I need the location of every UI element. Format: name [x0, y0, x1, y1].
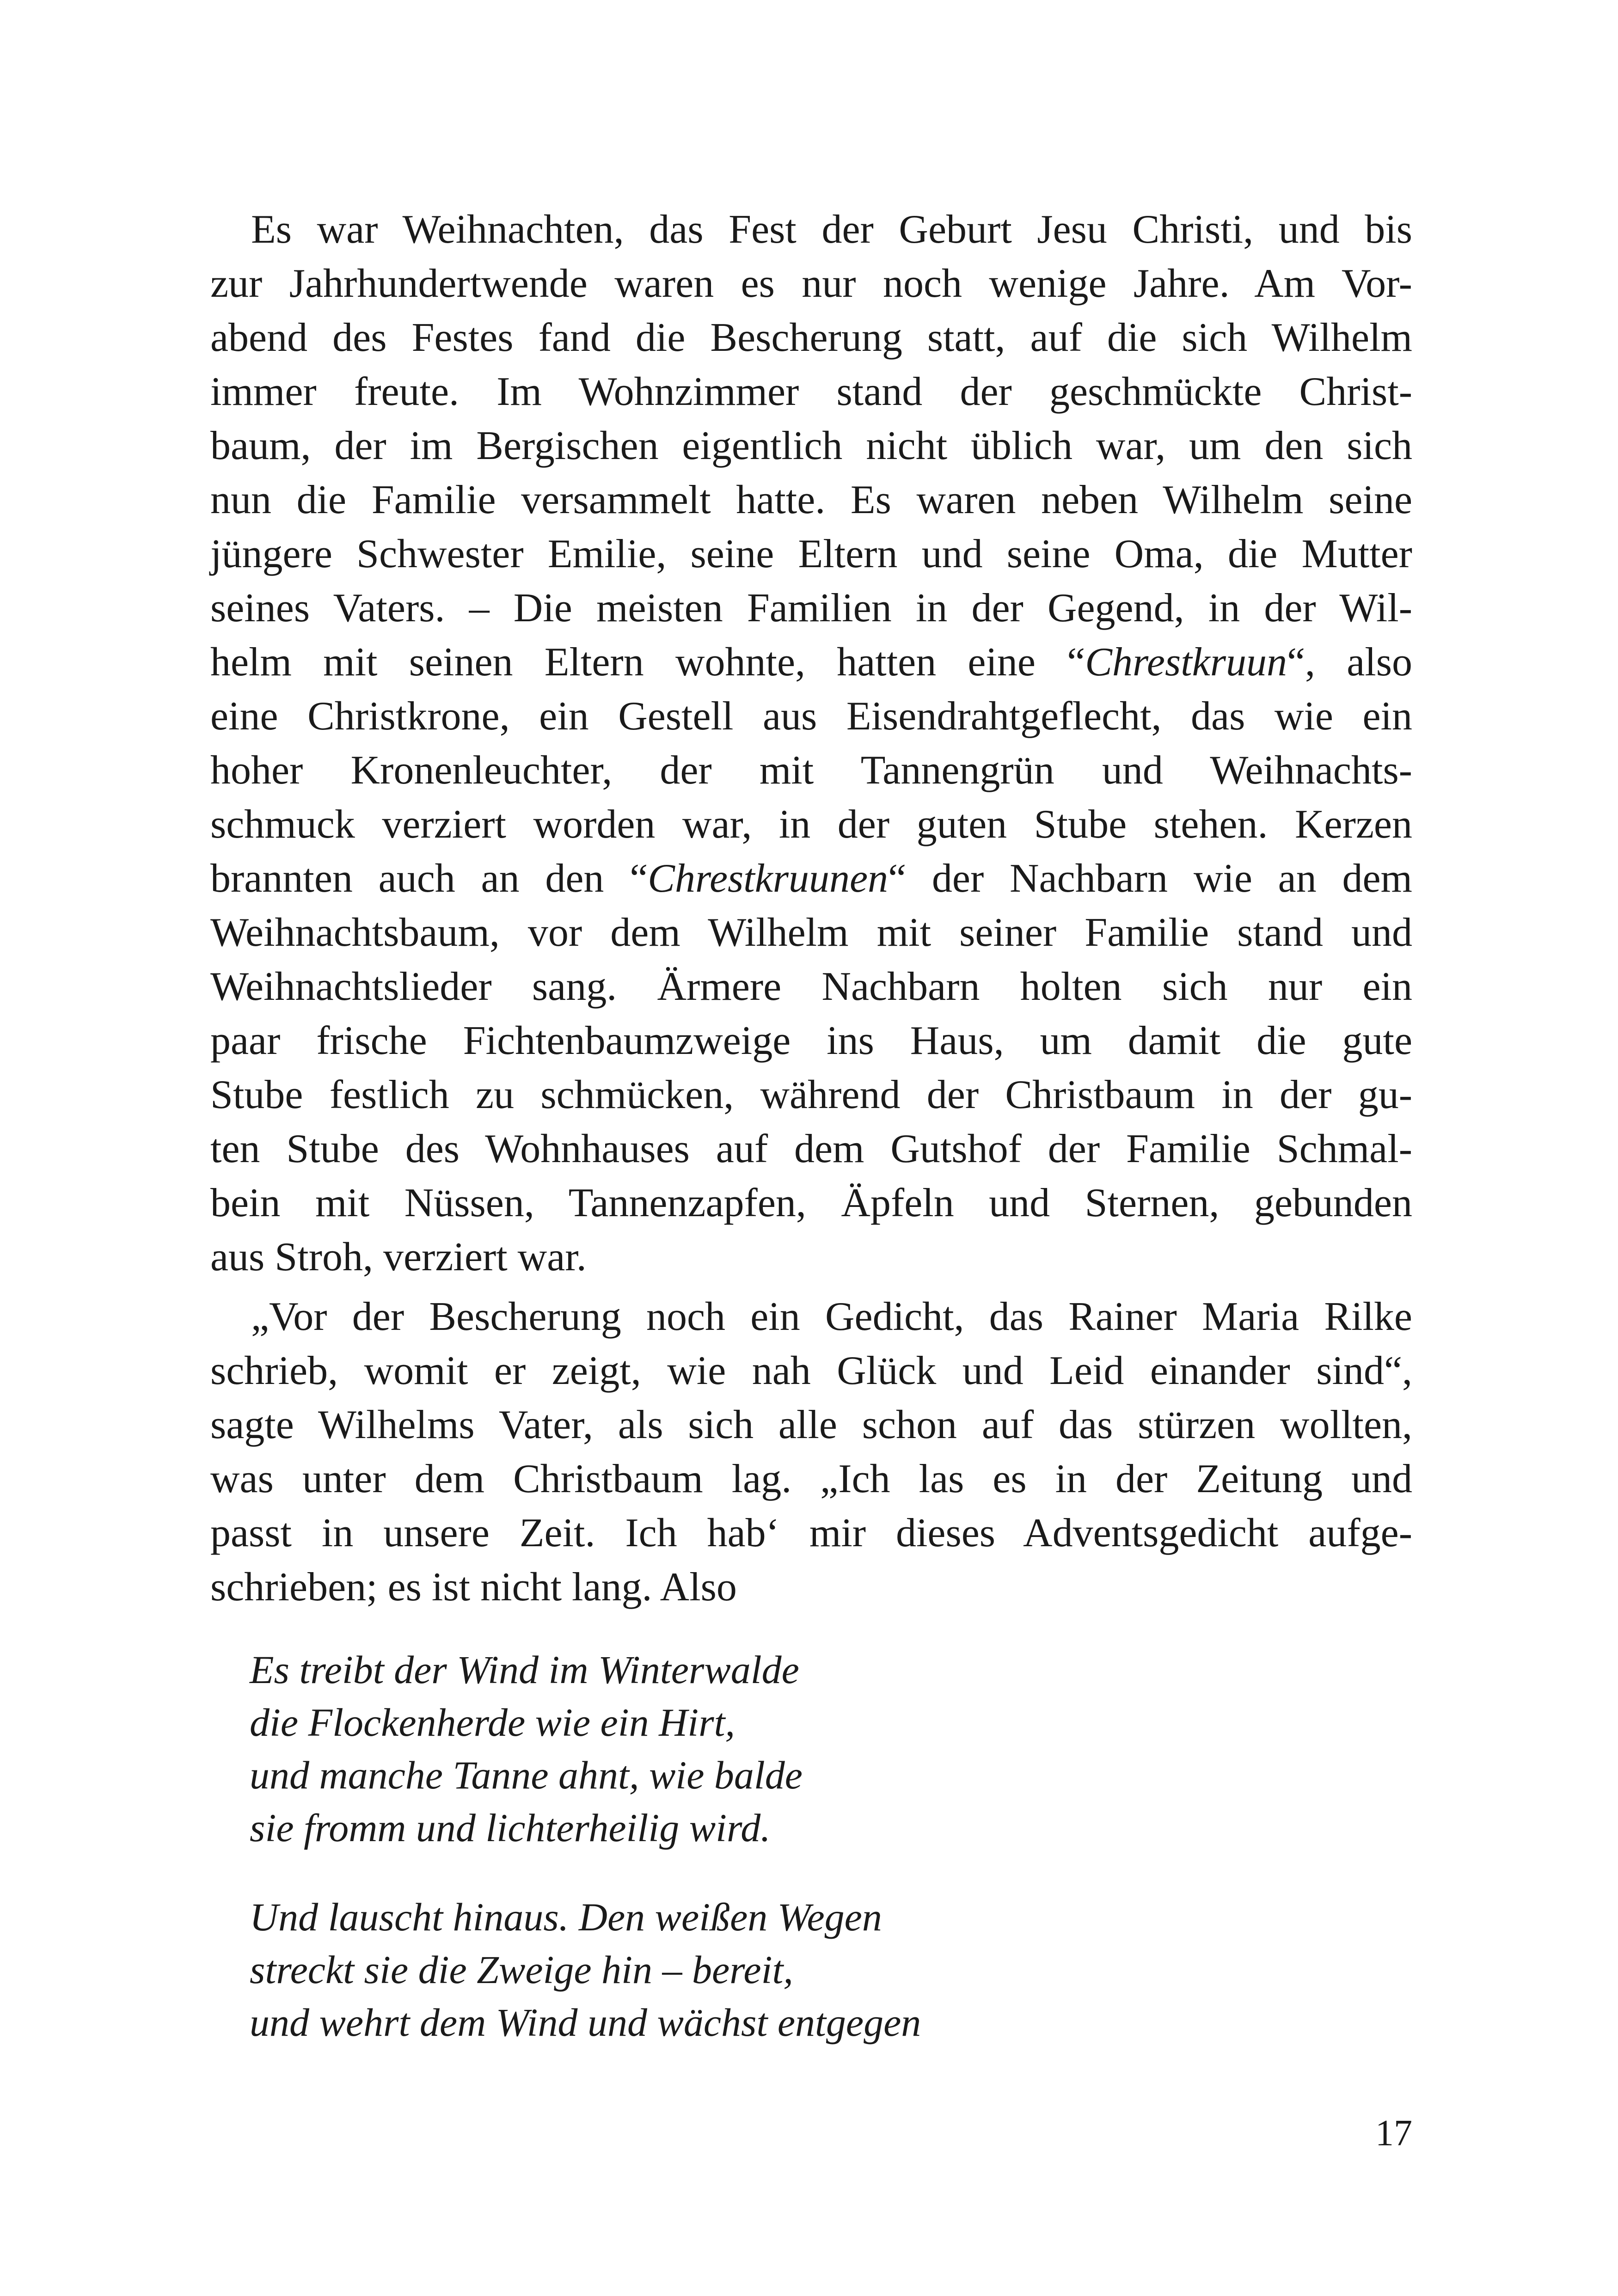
- text-line: Weihnachtsbaum, vor dem Wilhelm mit seiner Familie stand und: [210, 910, 1412, 955]
- text-line: immer freute. Im Wohnzimmer stand der geschmückte Christ-: [210, 369, 1412, 414]
- poem-line: Und lauscht hinaus. Den weißen Wegen: [250, 1895, 882, 1939]
- text-segment: “ der Nachbarn wie an dem: [888, 856, 1413, 901]
- text-line: eine Christkrone, ein Gestell aus Eisendrahtgeflecht, das wie ein: [210, 694, 1412, 739]
- text-line: ten Stube des Wohnhauses auf dem Gutshof der Familie Schmal-: [210, 1127, 1412, 1171]
- poem-stanza-1: [250, 1643, 803, 1854]
- poem-line: streckt sie die Zweige hin – bereit,: [250, 1947, 793, 1992]
- text-line: baum, der im Bergischen eigentlich nicht üblich war, um den sich: [210, 423, 1412, 468]
- text-line: hoher Kronenleuchter, der mit Tannengrün und Weihnachts-: [210, 748, 1412, 793]
- text-line: schrieben; es ist nicht lang. Also: [210, 1565, 737, 1610]
- text-line: bein mit Nüssen, Tannenzapfen, Äpfeln und Sternen, gebunden: [210, 1181, 1412, 1225]
- text-line: nun die Familie versammelt hatte. Es waren neben Wilhelm seine: [210, 478, 1412, 522]
- poem-line: und wehrt dem Wind und wächst entgegen: [250, 2000, 921, 2045]
- text-line: Weihnachtslieder sang. Ärmere Nachbarn holten sich nur ein: [210, 964, 1412, 1009]
- text-line: jüngere Schwester Emilie, seine Eltern und seine Oma, die Mutter: [210, 532, 1412, 576]
- text-segment: “, also: [1287, 640, 1412, 685]
- text-line: schmuck verziert worden war, in der guten Stube stehen. Kerzen: [210, 802, 1412, 847]
- poem-stanza-2: [250, 1891, 921, 2049]
- text-line: zur Jahrhundertwende waren es nur noch wenige Jahre. Am Vor-: [210, 261, 1412, 306]
- poem-line: sie fromm und lichterheilig wird.: [250, 1806, 771, 1850]
- dialect-term: Chrestkruunen: [648, 856, 889, 901]
- text-line: was unter dem Christbaum lag. „Ich las es in der Zeitung und: [210, 1457, 1412, 1501]
- text-line: schrieb, womit er zeigt, wie nah Glück und Leid einander sind“,: [210, 1348, 1412, 1393]
- text-segment: brannten auch an den “: [210, 856, 648, 901]
- text-line: Stube festlich zu schmücken, während der Christbaum in der gu-: [210, 1072, 1412, 1117]
- dialect-term: Chrestkruun: [1085, 640, 1287, 685]
- poem-line: die Flockenherde wie ein Hirt,: [250, 1700, 735, 1745]
- text-line: paar frische Fichtenbaumzweige ins Haus, um damit die gute: [210, 1018, 1412, 1063]
- text-line: abend des Festes fand die Bescherung statt, auf die sich Wilhelm: [210, 315, 1412, 360]
- text-line: [210, 851, 1412, 906]
- text-line: seines Vaters. – Die meisten Familien in der Gegend, in der Wil-: [210, 586, 1412, 631]
- text-segment: helm mit seinen Eltern wohnte, hatten eine “: [210, 640, 1085, 685]
- poem-line: und manche Tanne ahnt, wie balde: [250, 1753, 803, 1797]
- paragraph-2: [210, 1290, 1412, 1614]
- text-line: passt in unsere Zeit. Ich hab‘ mir dieses Adventsgedicht aufge-: [210, 1511, 1412, 1555]
- text-line: „Vor der Bescherung noch ein Gedicht, das Rainer Maria Rilke: [251, 1294, 1412, 1339]
- text-line: Es war Weihnachten, das Fest der Geburt Jesu Christi, und bis: [251, 207, 1412, 252]
- poem-line: Es treibt der Wind im Winterwalde: [250, 1647, 799, 1692]
- text-line: aus Stroh, verziert war.: [210, 1235, 587, 1280]
- paragraph-1: [210, 202, 1412, 1284]
- page-number: 17: [1375, 2113, 1412, 2154]
- text-line: [210, 635, 1412, 689]
- text-line: sagte Wilhelms Vater, als sich alle schon auf das stürzen wollten,: [210, 1402, 1412, 1447]
